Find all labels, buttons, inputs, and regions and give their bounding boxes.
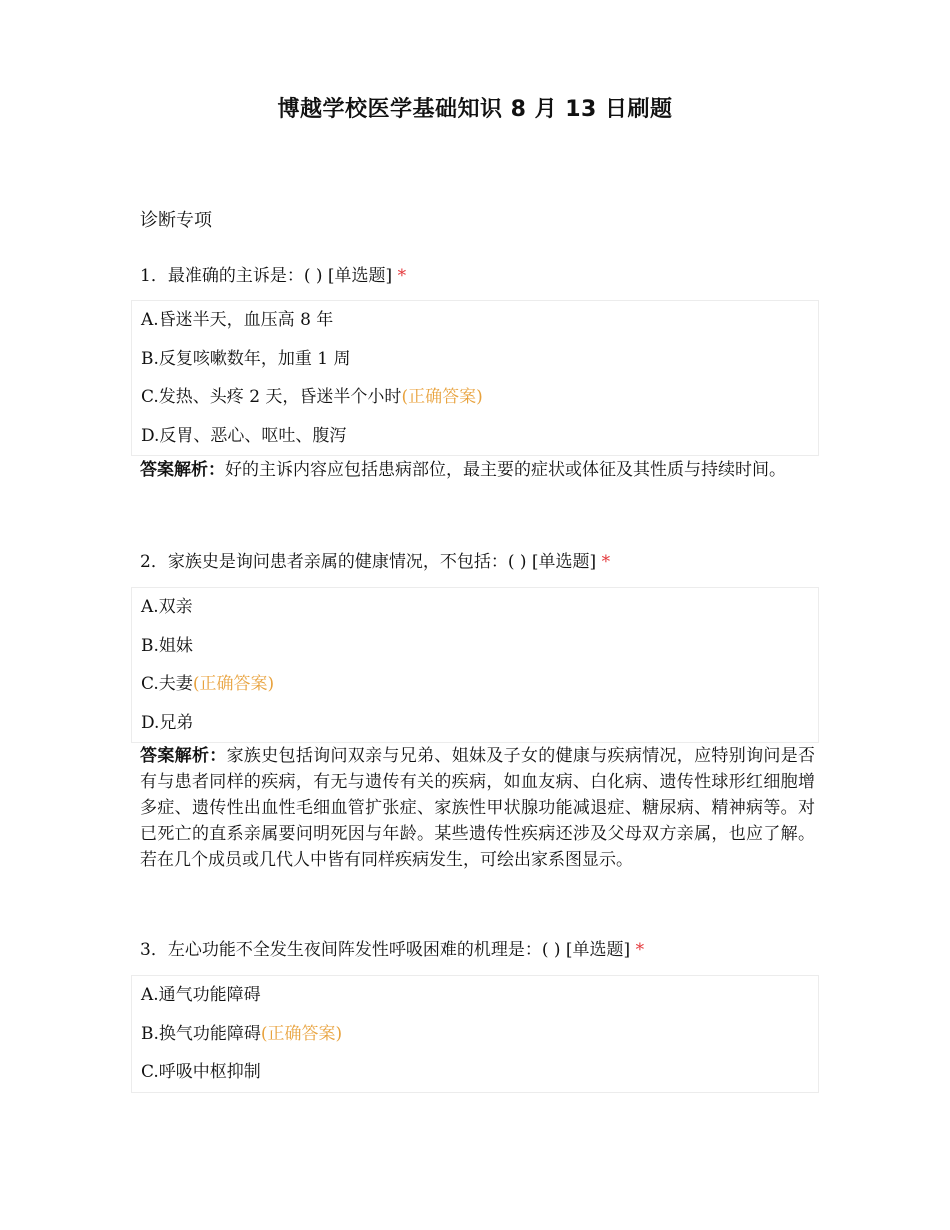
analysis-text: 家族史包括询问双亲与兄弟、姐妹及子女的健康与疾病情况，应特别询问是否有与患者同样的疾病，有无与遗传有关的疾病，如血友病、白化病、遗传性球形红细胞增多症、遗传性出血性毛细血管扩张症、家族性甲状腺功能减退症、糖尿病、精神病等。对已死亡的直系亲属要问明死因与年龄。某些遗传性疾病还涉及父母双方亲属，也应了解。若在几个成员或几代人中皆有同样疾病发生，可绘出家系图显示。	[140, 746, 816, 870]
option-c[interactable]	[132, 1053, 818, 1092]
required-marker: *	[635, 940, 645, 960]
required-marker: *	[397, 266, 407, 286]
option-text: C.呼吸中枢抑制	[141, 1062, 261, 1082]
options-list-3	[131, 975, 819, 1093]
answer-analysis-2	[140, 743, 815, 873]
option-text: B.姐妹	[141, 635, 193, 656]
page-title: 博越学校医学基础知识 8 月 13 日刷题	[277, 97, 673, 122]
option-text: B.反复咳嗽数年，加重 1 周	[141, 348, 351, 369]
correct-answer-marker: (正确答案)	[260, 1023, 343, 1044]
option-text: A.双亲	[141, 597, 193, 617]
question-2	[140, 549, 830, 575]
option-a[interactable]	[132, 588, 818, 627]
options-list-2	[131, 587, 819, 743]
analysis-text: 好的主诉内容应包括患病部位，最主要的症状或体征及其性质与持续时间。	[225, 460, 786, 480]
section-heading: 诊断专项	[140, 210, 212, 231]
correct-answer-marker: (正确答案)	[401, 387, 483, 407]
options-list-1	[131, 300, 819, 456]
option-a[interactable]	[132, 301, 818, 340]
option-text: A.昏迷半天，血压高 8 年	[141, 310, 334, 330]
option-text: A.通气功能障碍	[141, 985, 261, 1005]
option-text: C.夫妻	[141, 674, 193, 694]
question-text: 3．左心功能不全发生夜间阵发性呼吸困难的机理是：( ) [单选题]	[140, 940, 631, 960]
option-text: D.反胃、恶心、呕吐、腹泻	[141, 425, 347, 446]
option-b[interactable]	[132, 340, 818, 379]
option-b[interactable]	[132, 1015, 818, 1054]
option-b[interactable]	[132, 627, 818, 666]
option-d[interactable]	[132, 417, 818, 456]
question-1	[140, 263, 830, 289]
option-c[interactable]	[132, 665, 818, 704]
option-text: C.发热、头疼 2 天，昏迷半个小时	[141, 387, 402, 407]
option-a[interactable]	[132, 976, 818, 1015]
option-d[interactable]	[132, 704, 818, 743]
analysis-label: 答案解析：	[140, 460, 225, 480]
option-text: B.换气功能障碍	[141, 1023, 261, 1044]
correct-answer-marker: (正确答案)	[192, 674, 275, 694]
option-text: D.兄弟	[141, 712, 194, 733]
option-c[interactable]	[132, 378, 818, 417]
question-3	[140, 937, 830, 963]
question-text: 2．家族史是询问患者亲属的健康情况，不包括：( ) [单选题]	[140, 552, 597, 572]
question-text: 1．最准确的主诉是：( ) [单选题]	[140, 266, 393, 286]
required-marker: *	[601, 552, 611, 572]
answer-analysis-1	[140, 457, 815, 483]
analysis-label: 答案解析：	[140, 746, 227, 766]
